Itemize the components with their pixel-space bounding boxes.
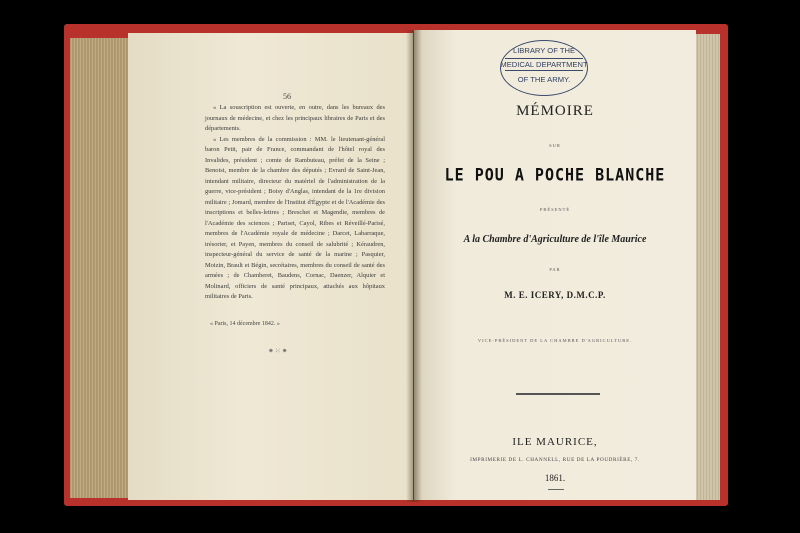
left-page-edges (70, 38, 130, 498)
paragraph: « Les membres de la commission : MM. le lieutenant-général baron Petit, pair de France, commandant de l'hôtel royal des Invalides, président ; comte de Rambuteau, préfet de la Seine ; Benoist, membre de la chambre des députés ; Evrard de Saint-Jean, intendant militaire, directeur du matériel de l'administration de la guerre, vice-président ; Boisy d'Anglas, intendant de la 1re division militaire ; Jomard, membre de l'Institut d'Égypte et de l'Académie des inscriptions et belles-lettres ; Breschet et Magendie, membres de l'Académie des sciences ; Pariset, Cayol, Ribes et Réveillé-Parisé, membres de l'Académie royale de médecine ; Darcet, Labarraque, trésorier, et Payen, membres du conseil de salubrité ; Kéraudren, inspecteur-général du service de santé de la marine ; Pasquier, Moizin, Brault et Bégin, secrétaires, membres du conseil de santé des armées ; de Chamberet, Baudens, Cornac, Daenzer, Alquier et Molinard, officiers de santé principaux, attachés aux hôpitaux militaires de Paris. (205, 135, 385, 300)
presente-label: PRÉSENTÉ (539, 207, 571, 212)
right-page (414, 30, 696, 500)
publication-year: 1861. (544, 473, 566, 483)
stamp-line-1: LIBRARY OF THE (512, 46, 576, 55)
library-stamp (500, 40, 588, 96)
place-name: ILE MAURICE, (512, 436, 598, 448)
stamp-line-3: OF THE ARMY. (517, 75, 571, 84)
sur-label: SUR (549, 143, 561, 148)
left-page-body (205, 103, 385, 303)
title-memoire: MÉMOIRE (516, 103, 594, 119)
ornament: ⁕⁙⁕ (268, 347, 289, 355)
stamp-line-2: MEDICAL DEPARTMENT (500, 60, 588, 69)
date-signature: « Paris, 14 décembre 1842. » (210, 321, 280, 327)
divider-rule (516, 393, 600, 395)
main-title: LE POU A POCHE BLANCHE (444, 164, 666, 186)
author-name: M. E. ICERY, D.M.C.P. (504, 290, 606, 300)
par-label: PAR (549, 267, 561, 272)
paragraph: « La souscription est ouverte, en outre, dans les bureaux des journaux de médecine, et chez les principaux libraires de Paris et des départements. (205, 104, 385, 132)
chambre-line: A la Chambre d'Agriculture de l'île Maurice (463, 234, 647, 245)
book-gutter (406, 30, 422, 502)
page-number: 56 (283, 92, 291, 101)
imprint: IMPRIMERIE DE L. CHANNELL, RUE DE LA POUDRIÈRE, 7. (470, 457, 640, 463)
small-rule (548, 489, 564, 490)
author-role: VICE-PRÉSIDENT DE LA CHAMBRE D'AGRICULTURE. (477, 338, 633, 343)
